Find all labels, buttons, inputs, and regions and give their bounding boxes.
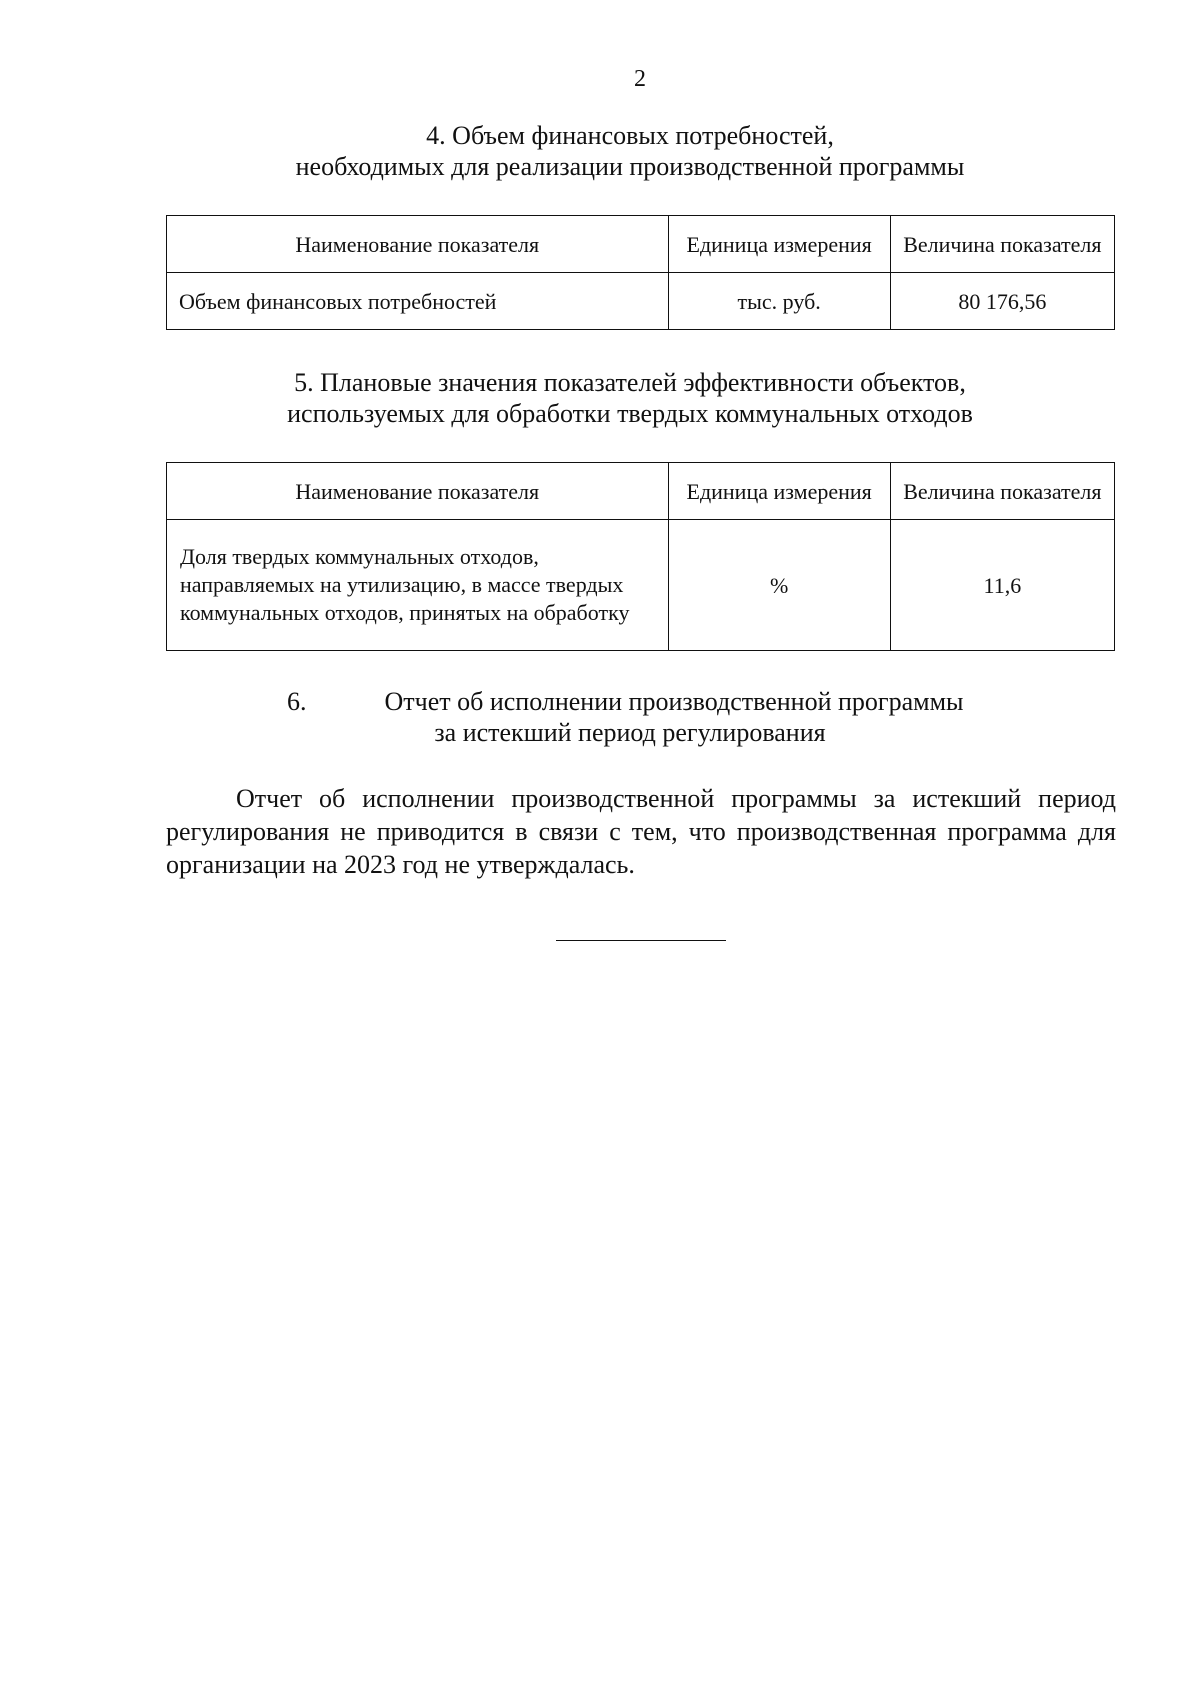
section-6-title-line1: Отчет об исполнении производственной программы <box>384 687 964 716</box>
header-unit: Единица измерения <box>668 216 890 273</box>
section-6-title-line2: за истекший период регулирования <box>434 718 826 747</box>
section-5-title-line2: используемых для обработки твердых коммунальных отходов <box>287 399 973 428</box>
cell-value: 80 176,56 <box>890 273 1114 330</box>
section-6-number: 6. <box>287 687 307 716</box>
section-5-title <box>150 367 1110 429</box>
table-header-row <box>167 216 1115 273</box>
table-row <box>167 273 1115 330</box>
end-divider <box>556 940 726 941</box>
page-number: 2 <box>634 66 646 92</box>
header-value: Величина показателя <box>890 463 1114 520</box>
section-4-title-line1: 4. Объем финансовых потребностей, <box>426 121 834 150</box>
section-6-title <box>150 686 1110 748</box>
section-4-title <box>150 120 1110 182</box>
cell-unit: тыс. руб. <box>668 273 890 330</box>
table-row <box>167 520 1115 651</box>
report-paragraph: Отчет об исполнении производственной программы за истекший период регулирования не приводится в связи с тем, что производственная программа для организации на 2023 год не утверждалась. <box>166 784 1116 879</box>
header-unit: Единица измерения <box>668 463 890 520</box>
efficiency-indicators-table <box>166 462 1115 651</box>
cell-indicator-name: Доля твердых коммунальных отходов, направляемых на утилизацию, в массе твердых коммунальных отходов, принятых на обработку <box>167 520 669 651</box>
header-indicator-name: Наименование показателя <box>167 216 669 273</box>
section-4-title-line2: необходимых для реализации производственной программы <box>295 152 965 181</box>
financial-needs-table <box>166 215 1115 330</box>
cell-indicator-name: Объем финансовых потребностей <box>167 273 669 330</box>
cell-unit: % <box>668 520 890 651</box>
header-value: Величина показателя <box>890 216 1114 273</box>
header-indicator-name: Наименование показателя <box>167 463 669 520</box>
section-5-title-line1: 5. Плановые значения показателей эффективности объектов, <box>294 368 966 397</box>
cell-value: 11,6 <box>890 520 1114 651</box>
table-header-row <box>167 463 1115 520</box>
